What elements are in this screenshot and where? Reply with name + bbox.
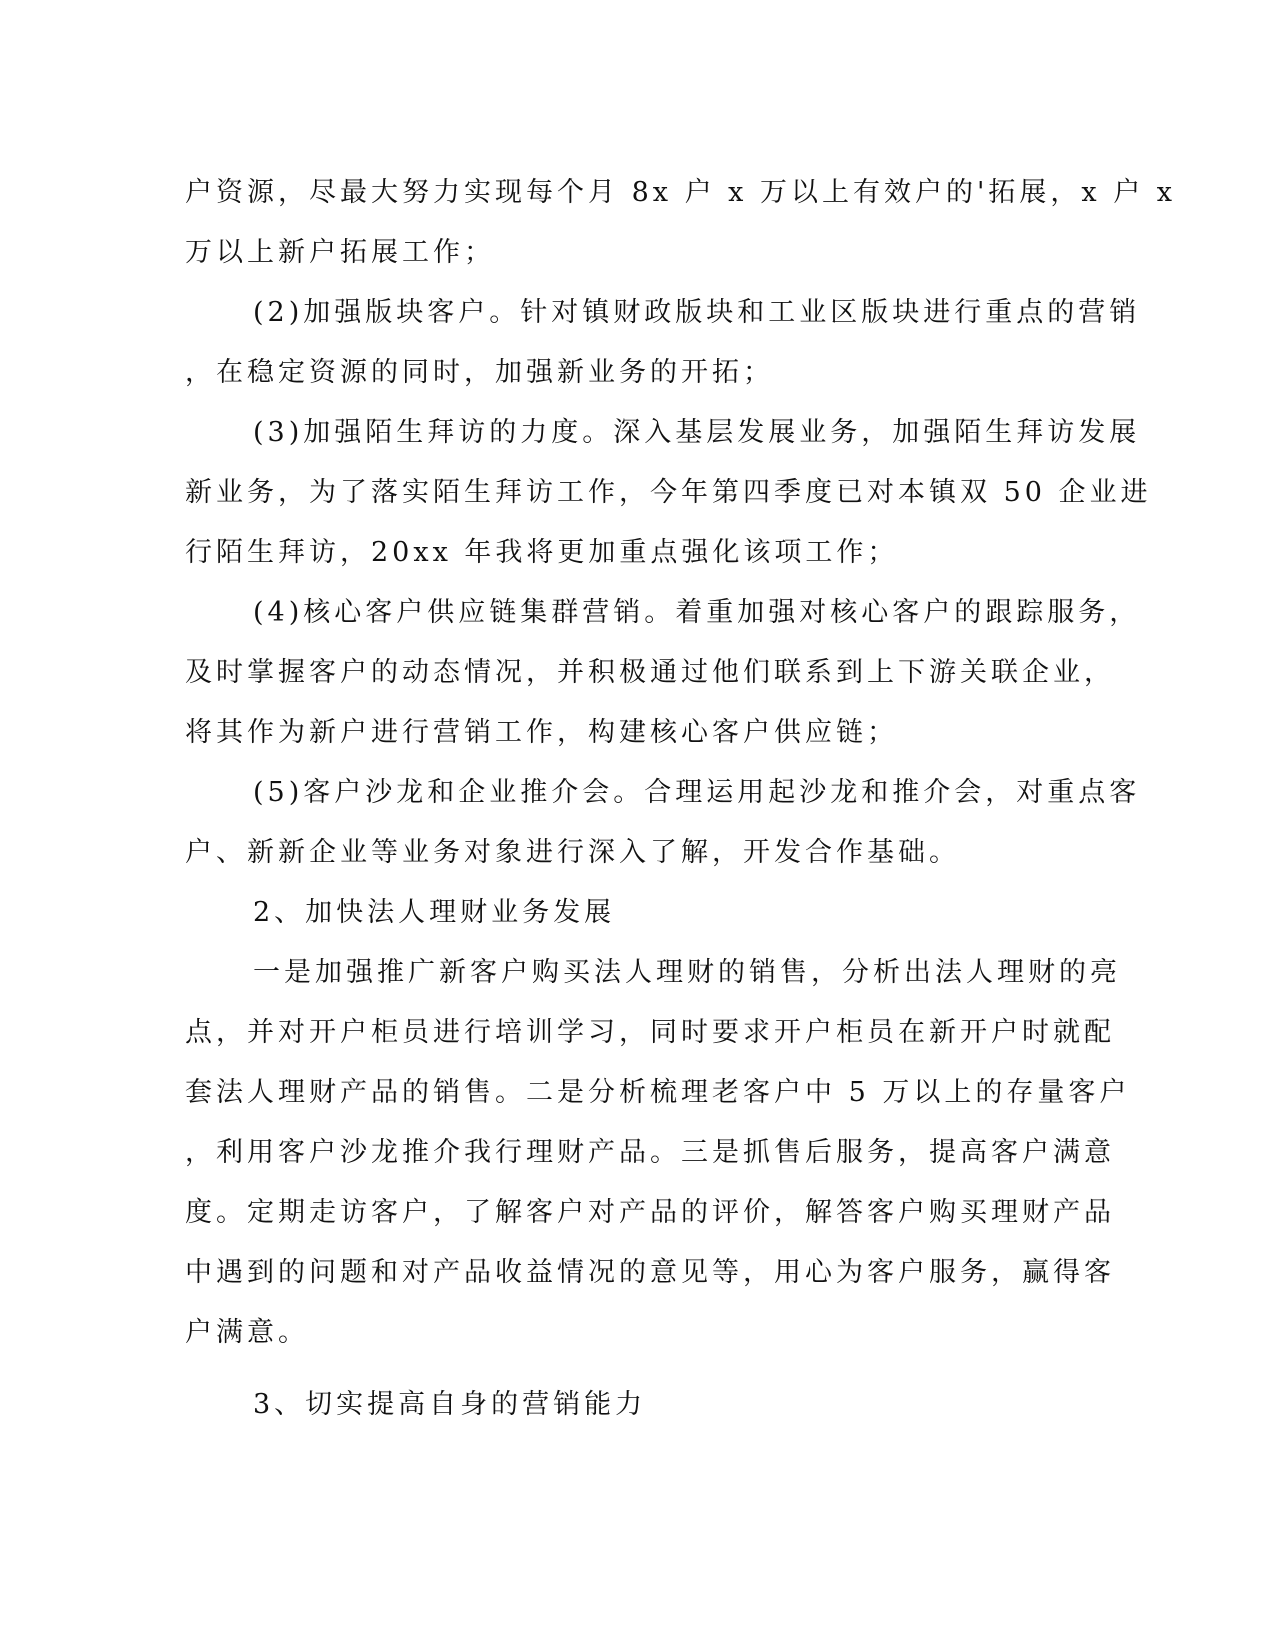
text-line: 点，并对开户柜员进行培训学习，同时要求开户柜员在新开户时就配 [185, 1017, 1115, 1048]
text-line: 及时掌握客户的动态情况，并积极通过他们联系到上下游关联企业， [185, 657, 1115, 688]
text-line: 将其作为新户进行营销工作，构建核心客户供应链； [185, 717, 898, 748]
document-body [185, 162, 1177, 1464]
text-line: 新业务，为了落实陌生拜访工作，今年第四季度已对本镇双 50 企业进 [185, 477, 1152, 508]
text-line: 一是加强推广新客户购买法人理财的销售，分析出法人理财的亮 [253, 957, 1121, 988]
text-line: 户满意。 [185, 1317, 309, 1348]
text-line: (4)核心客户供应链集群营销。着重加强对核心客户的跟踪服务， [253, 597, 1141, 628]
text-line: 行陌生拜访，20xx 年我将更加重点强化该项工作； [185, 537, 899, 568]
text-line: 度。定期走访客户，了解客户对产品的评价，解答客户购买理财产品 [185, 1197, 1115, 1228]
text-line: ，在稳定资源的同时，加强新业务的开拓； [185, 357, 774, 388]
text-line: (5)客户沙龙和企业推介会。合理运用起沙龙和推介会，对重点客 [253, 777, 1141, 808]
text-line: 万以上新户拓展工作； [185, 237, 495, 268]
text-line: 中遇到的问题和对产品收益情况的意见等，用心为客户服务，赢得客 [185, 1257, 1115, 1288]
text-line: (2)加强版块客户。针对镇财政版块和工业区版块进行重点的营销 [253, 297, 1141, 328]
text-line: (3)加强陌生拜访的力度。深入基层发展业务，加强陌生拜访发展 [253, 417, 1141, 448]
text-line: 户资源，尽最大努力实现每个月 8x 户 x 万以上有效户的'拓展，x 户 x [185, 177, 1177, 208]
text-line: 户、新新企业等业务对象进行深入了解，开发合作基础。 [185, 837, 960, 868]
text-line: 套法人理财产品的销售。二是分析梳理老客户中 5 万以上的存量客户 [185, 1077, 1131, 1108]
section-heading: 3、切实提高自身的营销能力 [253, 1389, 647, 1420]
section-heading: 2、加快法人理财业务发展 [253, 897, 616, 928]
text-line: ，利用客户沙龙推介我行理财产品。三是抓售后服务，提高客户满意 [185, 1137, 1115, 1168]
